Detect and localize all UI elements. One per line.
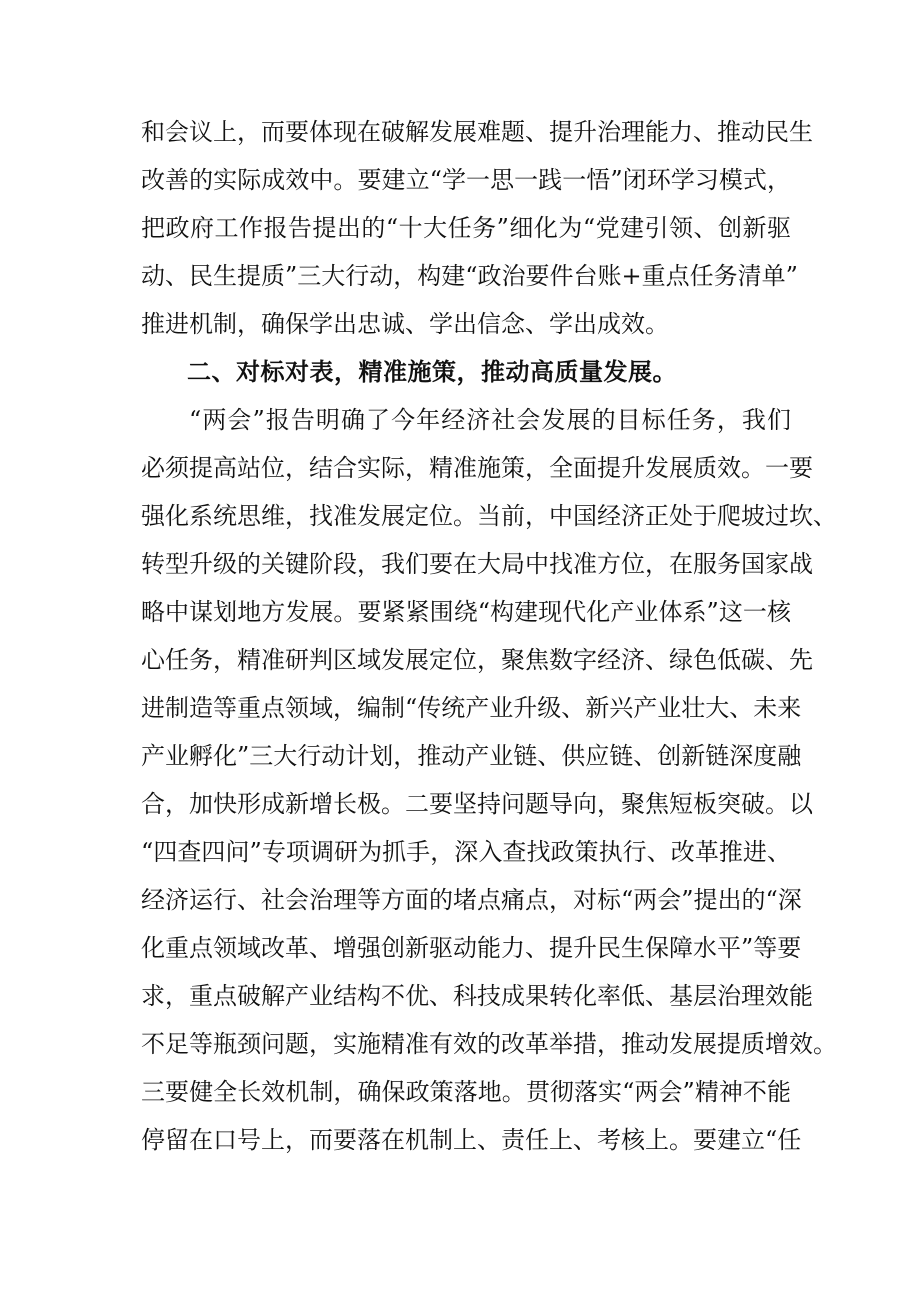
text-line: 转型升级的关键阶段，我们要在大局中找准方位，在服务国家战 (141, 550, 813, 578)
text-line: 求，重点破解产业结构不优、科技成果转化率低、基层治理效能 (141, 982, 813, 1010)
text-line: “四查四问”专项调研为抓手，深入查找政策执行、改革推进、 (141, 838, 791, 866)
text-line: 和会议上，而要体现在破解发展难题、提升治理能力、推动民生 (141, 118, 813, 146)
text-line: 推进机制，确保学出忠诚、学出信念、学出成效。 (141, 310, 669, 338)
section-heading: 二、对标对表，精准施策，推动高质量发展。 (187, 358, 677, 386)
text-line: 强化系统思维，找准发展定位。当前，中国经济正处于爬坡过坎、 (141, 502, 837, 530)
text-line: 心任务，精准研判区域发展定位，聚焦数字经济、绿色低碳、先 (141, 646, 813, 674)
text-line: 动、民生提质”三大行动，构建“政治要件台账+重点任务清单” (141, 262, 798, 290)
text-line: 合，加快形成新增长极。二要坚持问题导向，聚焦短板突破。以 (141, 790, 813, 818)
text-line: 把政府工作报告提出的“十大任务”细化为“党建引领、创新驱 (141, 214, 791, 242)
text-line: 必须提高站位，结合实际，精准施策，全面提升发展质效。一要 (141, 454, 813, 482)
text-line: 化重点领域改革、增强创新驱动能力、提升民生保障水平”等要 (141, 934, 802, 962)
text-line: 三要健全长效机制，确保政策落地。贯彻落实“两会”精神不能 (141, 1078, 791, 1106)
text-line: 停留在口号上，而要落在机制上、责任上、考核上。要建立“任 (141, 1126, 802, 1154)
text-line: 产业孵化”三大行动计划，推动产业链、供应链、创新链深度融 (141, 742, 802, 770)
document-body (141, 108, 837, 1164)
text-line: 经济运行、社会治理等方面的堵点痛点，对标“两会”提出的“深 (141, 886, 802, 914)
paragraph-2 (141, 396, 837, 1164)
text-line: 略中谋划地方发展。要紧紧围绕“构建现代化产业体系”这一核 (141, 598, 791, 626)
text-line: 改善的实际成效中。要建立“学一思一践一悟”闭环学习模式， (141, 166, 791, 194)
text-line: 进制造等重点领域，编制“传统产业升级、新兴产业壮大、未来 (141, 694, 802, 722)
paragraph-1 (141, 108, 813, 348)
text-line: “两会”报告明确了今年经济社会发展的目标任务，我们 (189, 406, 791, 434)
text-line: 不足等瓶颈问题，实施精准有效的改革举措，推动发展提质增效。 (141, 1030, 837, 1058)
